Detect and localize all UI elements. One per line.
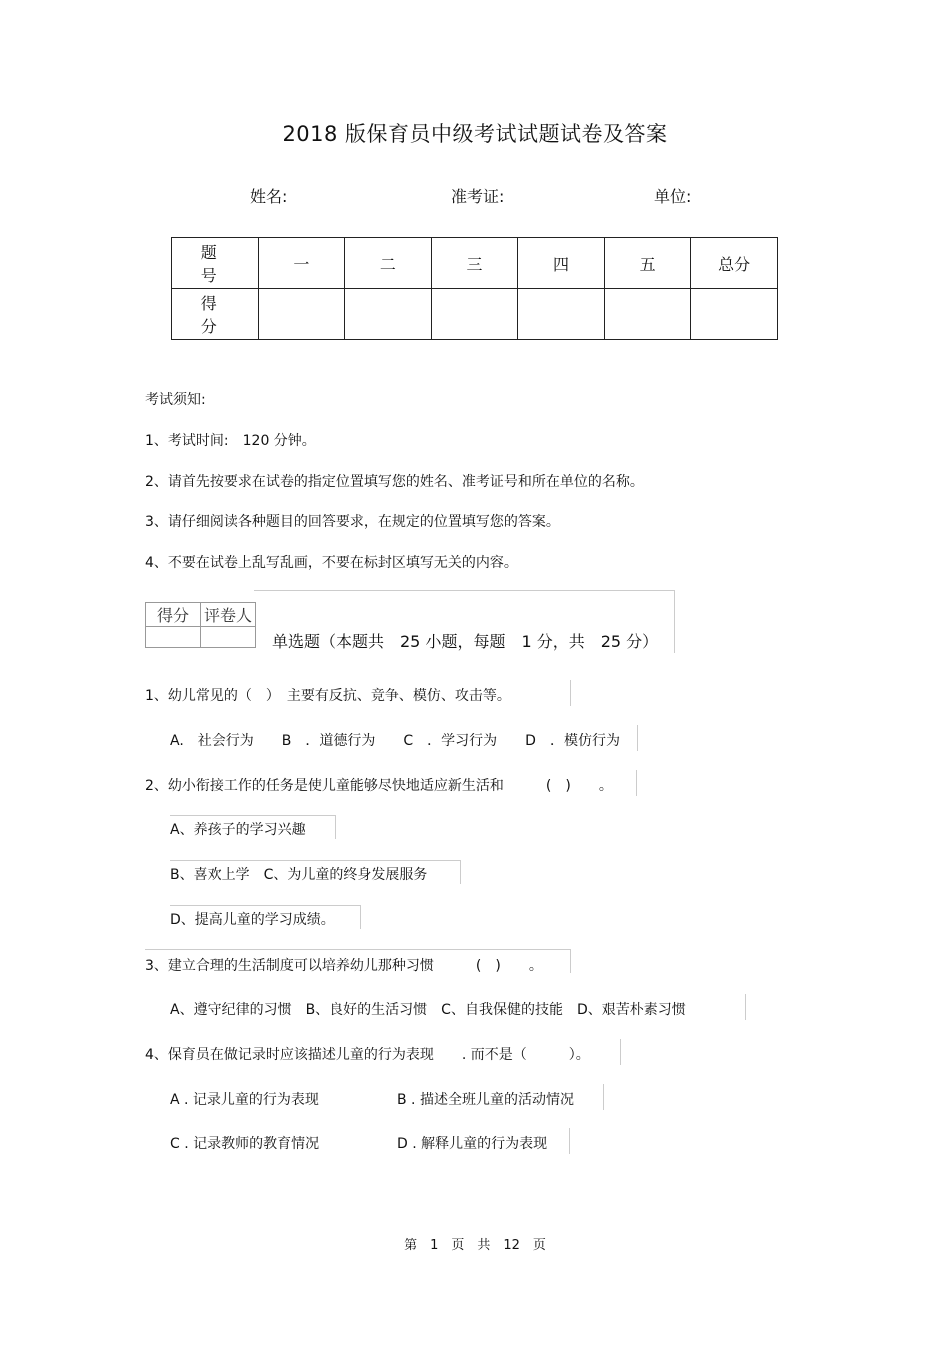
question-2-option-bc: B、喜欢上学 C、为儿童的终身发展服务: [170, 867, 428, 883]
divider: [570, 949, 571, 973]
question-4-option-a: A . 记录儿童的行为表现: [170, 1092, 319, 1108]
divider: [637, 725, 638, 751]
divider: [636, 770, 637, 796]
grader-reviewer-label: 评卷人: [201, 603, 256, 627]
notice-item: 4、不要在试卷上乱写乱画，不要在标封区填写无关的内容。: [145, 555, 518, 571]
divider: [335, 815, 336, 839]
divider: [170, 815, 335, 816]
document-title: 2018 版保育员中级考试试题试卷及答案: [282, 122, 668, 146]
question-4-stem: 4、保育员在做记录时应该描述儿童的行为表现 . 而不是（ ）。: [145, 1047, 590, 1063]
page-footer: 第 1 页 共 12 页: [404, 1238, 546, 1253]
notice-item: 2、请首先按要求在试卷的指定位置填写您的姓名、准考证号和所在单位的名称。: [145, 474, 644, 490]
score-table-header-row: [172, 238, 778, 289]
question-4-option-d: D . 解释儿童的行为表现: [397, 1136, 548, 1152]
grader-score-label: 得分: [146, 603, 201, 627]
divider: [745, 994, 746, 1020]
divider: [570, 680, 571, 706]
score-row-label: 得 分: [172, 289, 259, 340]
grader-score-cell[interactable]: [146, 627, 201, 648]
notice-heading: 考试须知:: [145, 392, 206, 408]
score-table-header: 总分: [691, 238, 778, 289]
score-table-header: 一: [258, 238, 345, 289]
divider: [603, 1084, 604, 1110]
divider: [170, 905, 360, 906]
score-cell[interactable]: [345, 289, 432, 340]
score-table-header: 四: [518, 238, 605, 289]
score-cell[interactable]: [691, 289, 778, 340]
score-cell[interactable]: [518, 289, 605, 340]
score-cell[interactable]: [431, 289, 518, 340]
exam-id-field-label: 准考证:: [451, 187, 505, 206]
score-table-score-row: [172, 289, 778, 340]
score-table-header: 五: [604, 238, 691, 289]
score-table-header: 题 号: [172, 238, 259, 289]
unit-field-label: 单位:: [654, 187, 692, 206]
question-4-option-c: C . 记录教师的教育情况: [170, 1136, 320, 1152]
divider: [170, 860, 460, 861]
divider: [620, 1039, 621, 1065]
question-1-options: A. 社会行为 B ．道德行为 C ．学习行为 D ．模仿行为: [170, 733, 620, 749]
question-1-stem: 1、幼儿常见的（ ） 主要有反抗、竞争、模仿、攻击等。: [145, 688, 511, 704]
score-table: [171, 237, 778, 340]
grader-box: [145, 602, 256, 648]
score-table-header: 二: [345, 238, 432, 289]
question-4-option-b: B . 描述全班儿童的活动情况: [397, 1092, 574, 1108]
question-3-stem: 3、建立合理的生活制度可以培养幼儿那种习惯 ( ) 。: [145, 958, 543, 974]
question-2-option-d: D、提高儿童的学习成绩。: [170, 912, 335, 928]
grader-reviewer-cell[interactable]: [201, 627, 256, 648]
score-table-header: 三: [431, 238, 518, 289]
divider: [460, 860, 461, 884]
notice-item: 3、请仔细阅读各种题目的回答要求，在规定的位置填写您的答案。: [145, 514, 560, 530]
score-cell[interactable]: [604, 289, 691, 340]
divider: [145, 949, 570, 950]
question-3-options: A、遵守纪律的习惯 B、良好的生活习惯 C、自我保健的技能 D、艰苦朴素习惯: [170, 1002, 686, 1018]
notice-item: 1、考试时间: 120 分钟。: [145, 433, 316, 449]
section-title: 单选题（本题共 25 小题，每题 1 分，共 25 分）: [272, 632, 659, 651]
divider: [360, 905, 361, 929]
name-field-label: 姓名:: [250, 187, 288, 206]
question-2-stem: 2、幼小衔接工作的任务是使儿童能够尽快地适应新生活和 ( ) 。: [145, 778, 613, 794]
divider: [569, 1128, 570, 1154]
question-2-option-a: A、养孩子的学习兴趣: [170, 822, 306, 838]
